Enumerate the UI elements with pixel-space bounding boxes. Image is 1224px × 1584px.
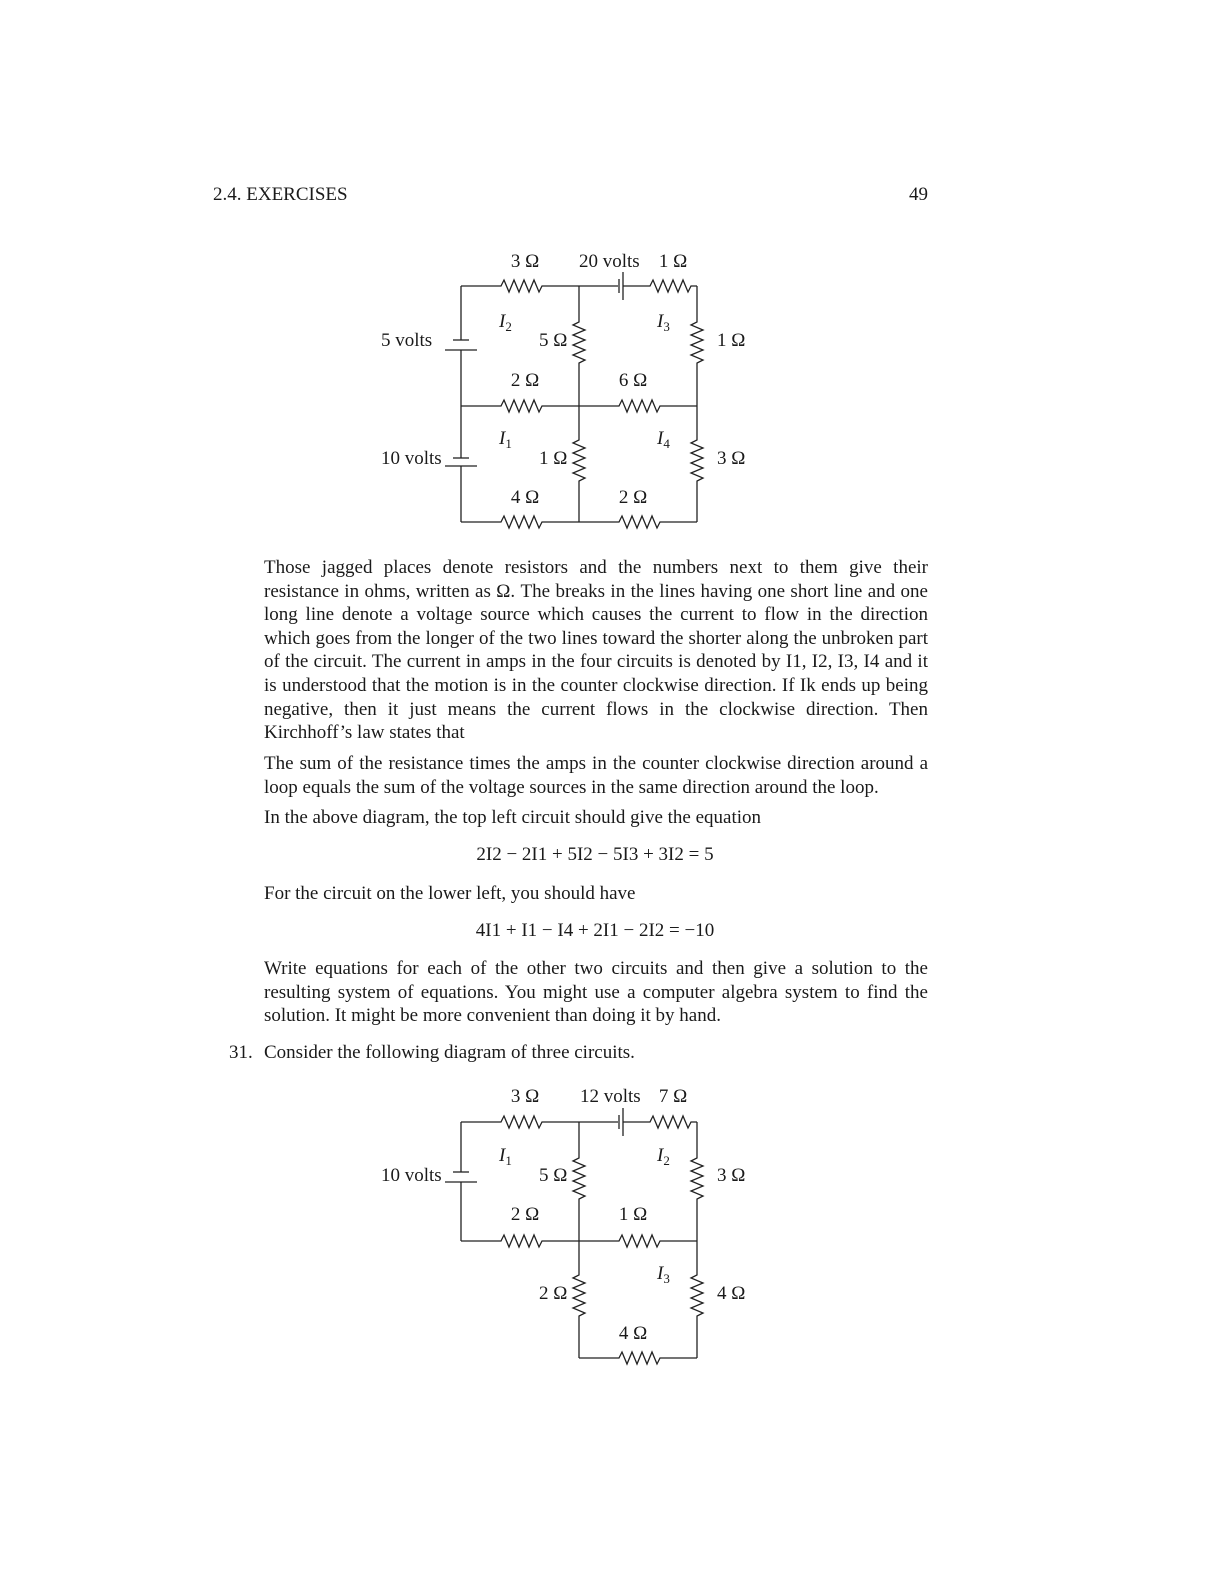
circuit-diagram-four-loops — [0, 240, 1224, 540]
resistor-label: 3 Ω — [717, 1165, 746, 1186]
resistor-label: 1 Ω — [539, 448, 568, 469]
page-number: 49 — [909, 184, 928, 205]
voltage-source-label: 20 volts — [579, 251, 640, 272]
resistor-label: 1 Ω — [618, 1204, 648, 1225]
voltage-source-label: 12 volts — [580, 1086, 641, 1107]
resistor-label: 7 Ω — [658, 1086, 688, 1107]
paragraph-explanation: Those jagged places denote resistors and the numbers next to them give their resistance in ohms, written as Ω. The breaks in the lines having one short line and one long line denote a voltage source which causes the current to flow in the direction which goes from the longer of the two lines toward the shorter along the unbroken part of the circuit. The current in amps in the four circuits is denoted by I1, I2, I3, I4 and it is understood that the motion is in the counter clockwise direction. If Ik ends up being negative, then it just means the current flows in the clockwise direction. Then Kirchhoff’s law states that — [264, 557, 928, 744]
paragraph-lower-left-intro: For the circuit on the lower left, you should have — [264, 883, 636, 904]
paragraph-instructions: Write equations for each of the other two circuits and then give a solution to the resulting system of equations. You might use a computer algebra system to find the solution. It might be more convenient than doing it by hand. — [264, 958, 928, 1027]
circuit2-wires — [445, 1108, 703, 1364]
current-label-i4: $I_4$ — [657, 428, 670, 451]
voltage-source-label: 10 volts — [381, 448, 442, 469]
resistor-label: 4 Ω — [618, 1323, 648, 1344]
resistor-label: 1 Ω — [658, 251, 688, 272]
voltage-source-label: 5 volts — [381, 330, 433, 351]
resistor-label: 2 Ω — [510, 370, 540, 391]
resistor-label: 3 Ω — [717, 448, 746, 469]
resistor-label: 3 Ω — [510, 1086, 540, 1107]
current-label-i1: $I_1$ — [499, 428, 512, 451]
current-label-i2: $I_2$ — [499, 311, 512, 334]
resistor-label: 4 Ω — [510, 487, 540, 508]
equation-top-left: 2I2 − 2I1 + 5I2 − 5I3 + 3I2 = 5 — [476, 844, 714, 865]
running-header-section: 2.4. EXERCISES — [213, 184, 348, 205]
current-label-i3: $I_3$ — [657, 311, 670, 334]
paragraph-top-left-intro: In the above diagram, the top left circuit should give the equation — [264, 807, 762, 828]
resistor-label: 1 Ω — [717, 330, 746, 351]
current-label-i3: $I_3$ — [657, 1263, 670, 1286]
resistor-label: 2 Ω — [618, 487, 648, 508]
exercise-number: 31. — [229, 1042, 253, 1063]
equation-lower-left: 4I1 + I1 − I4 + 2I1 − 2I2 = −10 — [475, 920, 715, 941]
circuit1-wires — [445, 272, 703, 528]
resistor-label: 5 Ω — [539, 1165, 568, 1186]
current-label-i1: $I_1$ — [499, 1145, 512, 1168]
voltage-source-label: 10 volts — [381, 1165, 442, 1186]
resistor-label: 6 Ω — [618, 370, 648, 391]
resistor-label: 3 Ω — [510, 251, 540, 272]
current-label-i2: $I_2$ — [657, 1145, 670, 1168]
paragraph-kirchhoff-law: The sum of the resistance times the amps in the counter clockwise direction around a loop equals the sum of the voltage sources in the same direction around the loop. — [264, 753, 928, 798]
exercise-statement: Consider the following diagram of three circuits. — [264, 1042, 635, 1063]
resistor-label: 5 Ω — [539, 330, 568, 351]
resistor-label: 2 Ω — [510, 1204, 540, 1225]
resistor-label: 4 Ω — [717, 1283, 746, 1304]
circuit-diagram-three-loops — [0, 1080, 1224, 1370]
resistor-label: 2 Ω — [539, 1283, 568, 1304]
